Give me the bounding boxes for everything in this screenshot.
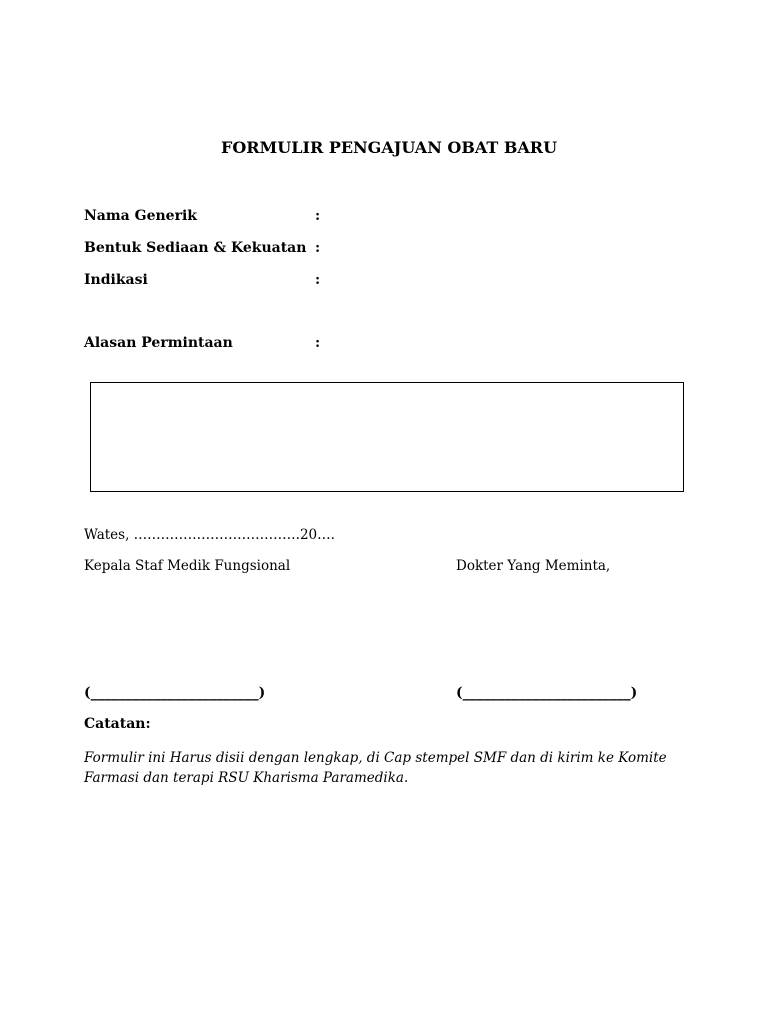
field-label-request-reason: Alasan Permintaan — [84, 335, 233, 351]
notes-heading: Catatan: — [84, 716, 151, 732]
right-signer-title: Dokter Yang Meminta, — [456, 558, 611, 574]
left-signature-line: (________________________) — [84, 685, 266, 701]
left-signer-title: Kepala Staf Medik Fungsional — [84, 558, 291, 574]
field-label-dosage-form: Bentuk Sediaan & Kekuatan — [84, 240, 307, 256]
field-label-indication: Indikasi — [84, 272, 148, 288]
date-line: Wates, ……………………………….20…. — [84, 527, 335, 543]
field-colon-dosage-form: : — [315, 240, 321, 256]
notes-text: Formulir ini Harus disii dengan lengkap, di Cap stempel SMF dan di kirim ke Komite Farmasi dan terapi RSU Kharisma Paramedika. — [84, 750, 667, 786]
field-colon-indication: : — [315, 272, 321, 288]
field-label-generic-name: Nama Generik — [84, 208, 197, 224]
field-colon-generic-name: : — [315, 208, 321, 224]
request-reason-box[interactable] — [90, 382, 684, 492]
field-colon-request-reason: : — [315, 335, 321, 351]
right-signature-line: (________________________) — [456, 685, 638, 701]
form-title: FORMULIR PENGAJUAN OBAT BARU — [220, 138, 558, 157]
